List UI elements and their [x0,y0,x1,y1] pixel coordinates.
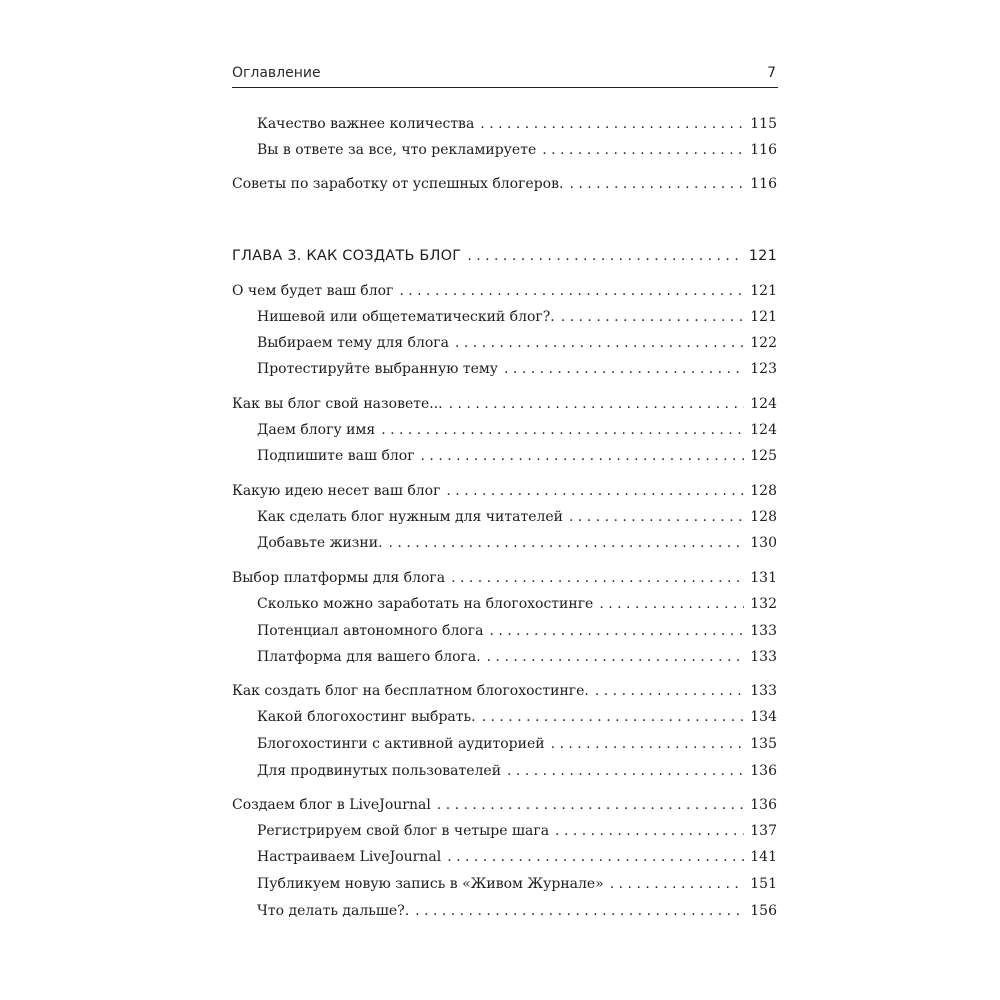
toc-entry[interactable] [257,419,777,441]
toc-entry-page: 156 [750,903,777,919]
toc-entry[interactable] [257,593,777,615]
toc-entry[interactable] [257,306,777,328]
toc-entry-page: 136 [750,763,777,779]
toc-entry[interactable] [232,280,777,302]
dot-leader [507,760,744,782]
toc-chapter-heading[interactable] [232,245,777,267]
toc-entry[interactable] [257,620,777,642]
toc-entry-title: Регистрируем свой блог в четыре шага [257,823,550,839]
toc-entry-title: Выбираем тему для блога [257,335,449,351]
dot-leader [447,846,744,868]
toc-entry-page: 136 [750,797,777,813]
toc-entry-page: 116 [750,142,777,158]
toc-entry-page: 128 [750,483,777,499]
toc-entry[interactable] [232,680,777,702]
toc-entry-page: 128 [750,509,777,525]
toc-entry-title: Советы по заработку от успешных блогеров. [232,176,564,192]
dot-leader [489,620,744,642]
toc-entry[interactable] [257,646,777,668]
dot-leader [610,873,745,895]
dot-leader [389,532,745,554]
toc-entry-title: Сколько можно заработать на блогохостинге [257,596,594,612]
toc-entry-title: Публикуем новую запись в «Живом Журнале» [257,876,604,892]
toc-entry-page: 134 [750,709,777,725]
toc-entry-page: 151 [750,876,777,892]
dot-leader [504,358,744,380]
toc-entry-page: 141 [750,849,777,865]
toc-entry-page: 115 [750,116,777,132]
dot-leader [451,567,744,589]
dot-leader [415,900,744,922]
dot-leader [569,173,744,195]
dot-leader [569,506,744,528]
dot-leader [381,419,744,441]
dot-leader [467,245,742,267]
toc-entry-title: Настраиваем LiveJournal [257,849,442,865]
dot-leader [437,794,744,816]
toc-entry-page: 130 [750,535,777,551]
toc-entry-title: ГЛАВА 3. КАК СОЗДАТЬ БЛОГ [232,248,462,264]
toc-entry-title: Для продвинутых пользователей [257,763,502,779]
running-head-title: Оглавление [232,65,321,81]
toc-entry-page: 124 [750,422,777,438]
toc-entry-page: 116 [750,176,777,192]
toc-entry[interactable] [257,139,777,161]
dot-leader [480,113,744,135]
toc-entry[interactable] [232,393,777,415]
dot-leader [421,445,745,467]
toc-entry-page: 132 [750,596,777,612]
toc-entry[interactable] [232,567,777,589]
dot-leader [482,706,745,728]
toc-entry[interactable] [232,794,777,816]
dot-leader [487,646,745,668]
dot-leader [561,306,745,328]
toc-entry[interactable] [232,480,777,502]
toc-entry-title: О чем будет ваш блог [232,283,394,299]
toc-entry-title: Подпишите ваш блог [257,448,415,464]
toc-entry[interactable] [257,873,777,895]
toc-entry-page: 125 [750,448,777,464]
toc-entry[interactable] [257,332,777,354]
dot-leader [551,733,745,755]
dot-leader [555,820,744,842]
toc-entry-title: Нишевой или общетематический блог?. [257,309,555,325]
toc-entry-title: Выбор платформы для блога [232,570,446,586]
toc-entry-page: 131 [750,570,777,586]
toc-entry[interactable] [257,733,777,755]
toc-entry-page: 121 [750,309,777,325]
dot-leader [399,280,744,302]
toc-entry[interactable] [257,846,777,868]
toc-entry[interactable] [257,113,777,135]
toc-entry-page: 122 [750,335,777,351]
running-head-page-number: 7 [767,65,776,81]
toc-entry-title: Какую идею несет ваш блог [232,483,441,499]
toc-entry-page: 121 [748,248,777,264]
dot-leader [599,593,744,615]
dot-leader [595,680,744,702]
toc-entry[interactable] [257,820,777,842]
toc-entry[interactable] [232,173,777,195]
toc-entry-title: Качество важнее количества [257,116,475,132]
toc-entry[interactable] [257,706,777,728]
dot-leader [449,393,745,415]
toc-entry-title: Блогохостинги с активной аудиторией [257,736,545,752]
toc-entry-title: Создаем блог в LiveJournal [232,797,431,813]
toc-entry-title: Что делать дальше?. [257,903,410,919]
toc-entry-page: 133 [750,623,777,639]
toc-entry-title: Даем блогу имя [257,422,376,438]
toc-entry[interactable] [257,506,777,528]
toc-entry-title: Вы в ответе за все, что рекламируете [257,142,537,158]
toc-entry-title: Протестируйте выбранную тему [257,361,499,377]
toc-entry-page: 137 [750,823,777,839]
toc-entry[interactable] [257,900,777,922]
dot-leader [455,332,744,354]
toc-entry[interactable] [257,358,777,380]
toc-entry[interactable] [257,532,777,554]
toc-entry-title: Как вы блог свой назовете... [232,396,443,412]
toc-entry-title: Какой блогохостинг выбрать. [257,709,476,725]
toc-entry[interactable] [257,760,777,782]
toc-entry-page: 133 [750,683,777,699]
toc-entry-title: Как сделать блог нужным для читателей [257,509,563,525]
toc-entry[interactable] [257,445,777,467]
toc-entry-page: 121 [750,283,777,299]
dot-leader [446,480,744,502]
toc-entry-title: Как создать блог на бесплатном блогохостинге. [232,683,589,699]
toc-entry-page: 124 [750,396,777,412]
toc-entry-page: 123 [750,361,777,377]
toc-entry-title: Добавьте жизни. [257,535,383,551]
dot-leader [542,139,744,161]
toc-entry-title: Платформа для вашего блога. [257,649,481,665]
toc-entry-title: Потенциал автономного блога [257,623,484,639]
toc-entry-page: 133 [750,649,777,665]
toc-entry-page: 135 [750,736,777,752]
